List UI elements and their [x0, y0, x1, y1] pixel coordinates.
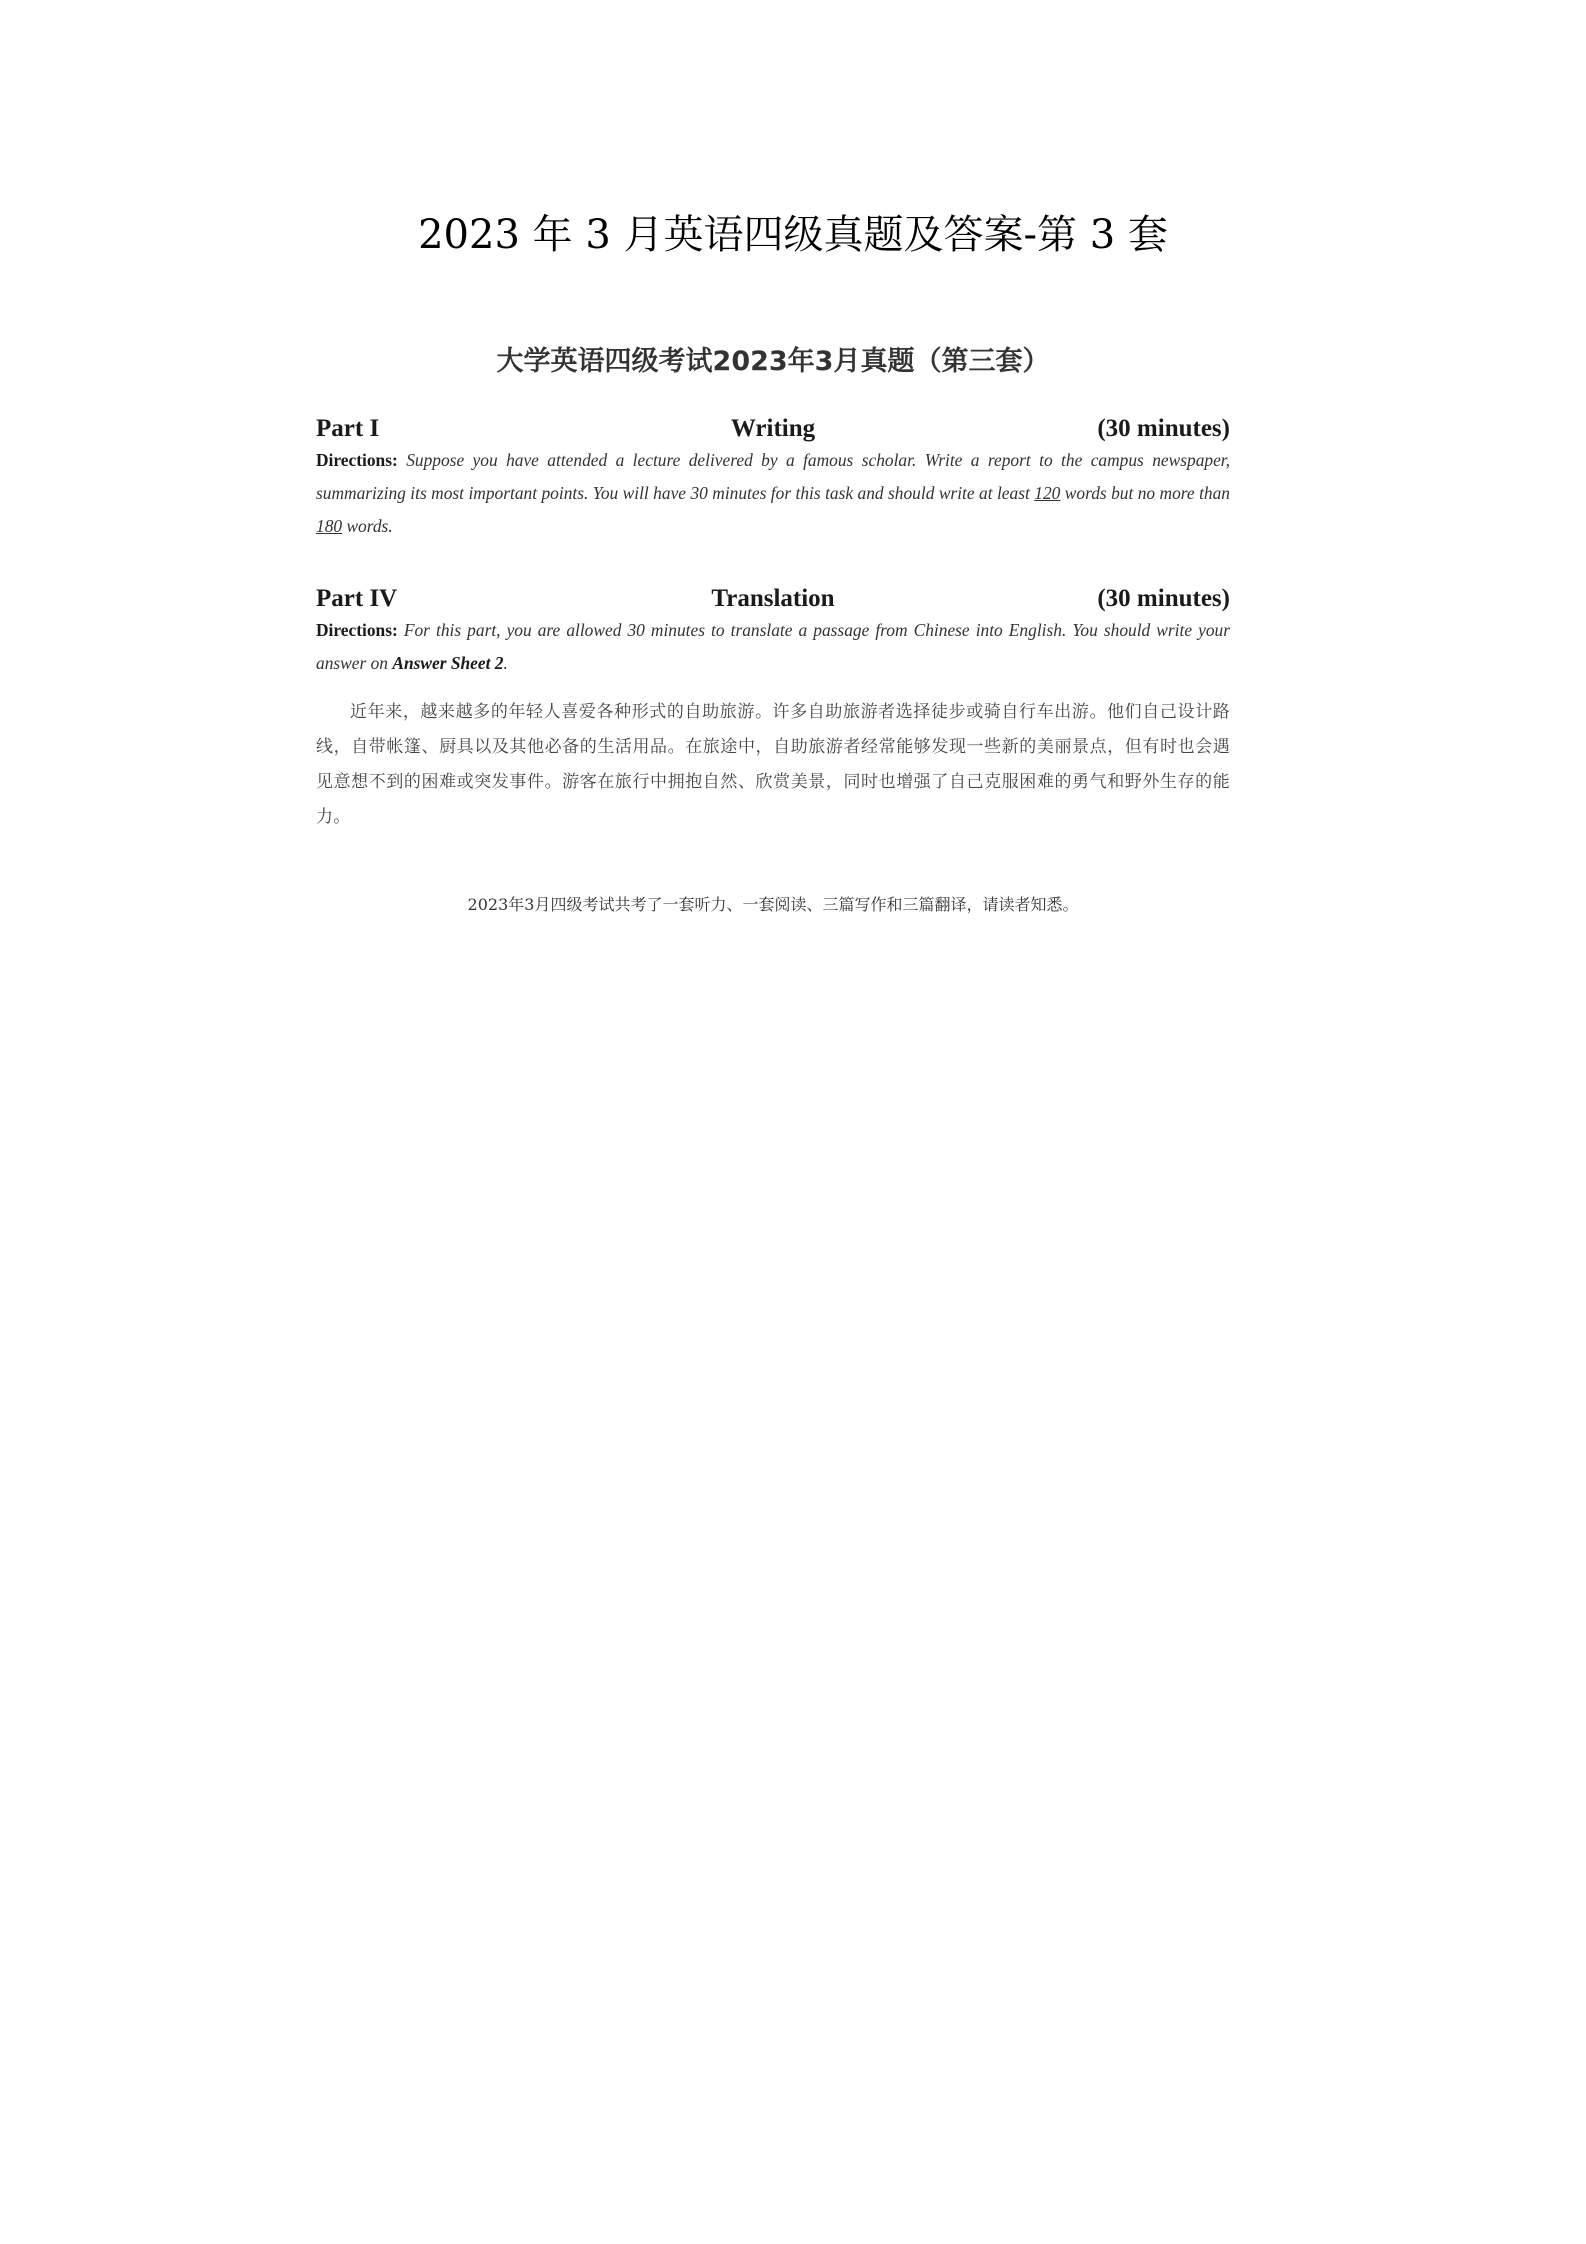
- part-time: (30 minutes): [1097, 415, 1230, 442]
- directions: [316, 444, 1230, 543]
- part-number: Part I: [316, 415, 380, 442]
- directions: [316, 614, 1230, 680]
- part-writing: [316, 412, 1230, 543]
- exam-title: 大学英语四级考试2023年3月真题（第三套）: [496, 346, 1050, 377]
- directions-text: For this part, you are allowed 30 minutes to translate a passage from Chinese into English. You should write your answer on: [316, 620, 1230, 673]
- answer-sheet-ref: Answer Sheet 2: [392, 653, 504, 673]
- part-translation: [316, 582, 1230, 680]
- translation-passage: 近年来，越来越多的年轻人喜爱各种形式的自助旅游。许多自助旅游者选择徒步或骑自行车出游。他们自己设计路线，自带帐篷、厨具以及其他必备的生活用品。在旅途中，自助旅游者经常能够发现一些新的美丽景点，但有时也会遇见意想不到的困难或突发事件。游客在旅行中拥抱自然、欣赏美景，同时也增强了自己克服困难的勇气和野外生存的能力。: [316, 702, 1230, 827]
- part-name: Translation: [711, 585, 835, 612]
- page-title: 2023 年 3 月英语四级真题及答案-第 3 套: [418, 212, 1168, 258]
- part-number: Part IV: [316, 585, 398, 612]
- part-name: Writing: [730, 415, 816, 442]
- footnote: 2023年3月四级考试共考了一套听力、一套阅读、三篇写作和三篇翻译，请读者知悉。: [467, 895, 1079, 914]
- max-word-count: 180: [316, 516, 343, 536]
- min-word-count: 120: [1034, 483, 1061, 503]
- directions-text: words.: [342, 516, 393, 536]
- directions-text: Suppose you have attended a lecture delivered by a famous scholar. Write a report to the campus newspaper, summarizing its most important points. You will have 30 minutes for this task and should write at least: [316, 450, 1230, 503]
- directions-label: Directions:: [316, 450, 398, 470]
- directions-text: .: [503, 653, 508, 673]
- part-header: [316, 582, 1230, 616]
- directions-label: Directions:: [316, 620, 398, 640]
- part-header: [316, 412, 1230, 446]
- part-time: (30 minutes): [1097, 585, 1230, 612]
- directions-text: words but no more than: [1060, 483, 1230, 503]
